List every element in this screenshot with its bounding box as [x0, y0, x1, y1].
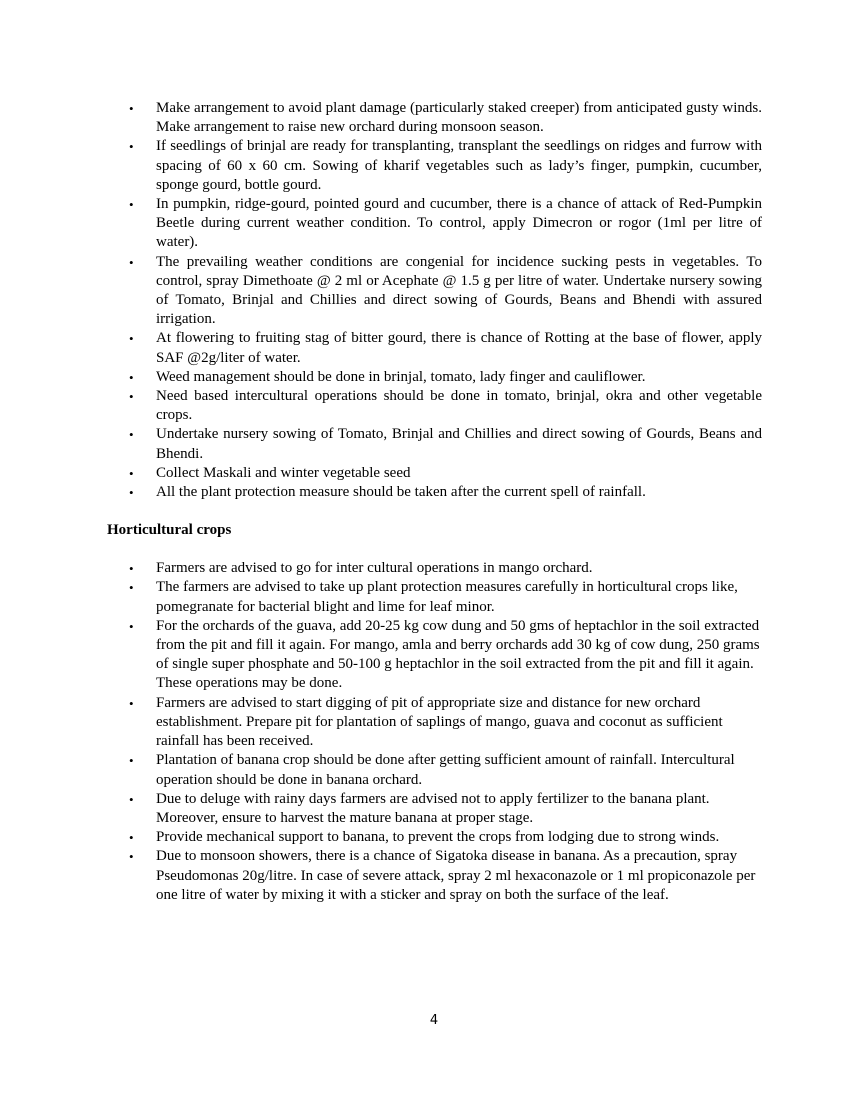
- page-content: [107, 99, 762, 905]
- list-item: • Need based intercultural operations should be done in tomato, brinjal, okra and other vegetable crops.: [107, 387, 762, 425]
- list-item: • Provide mechanical support to banana, to prevent the crops from lodging due to strong winds.: [107, 828, 762, 847]
- list-item: • If seedlings of brinjal are ready for transplanting, transplant the seedlings on ridges and furrow with spacing of 60 x 60 cm. Sowing of kharif vegetables such as lady’s finger, pumpkin, cucumber, sponge gourd, bottle gourd.: [107, 137, 762, 195]
- list-item: • Farmers are advised to go for inter cultural operations in mango orchard.: [107, 559, 762, 578]
- list-item: • The farmers are advised to take up plant protection measures carefully in horticultural crops like, pomegranate for bacterial blight and lime for leaf minor.: [107, 578, 762, 616]
- list-item: • Make arrangement to avoid plant damage (particularly staked creeper) from anticipated gusty winds. Make arrangement to raise new orchard during monsoon season.: [107, 99, 762, 137]
- list-item: • Due to deluge with rainy days farmers are advised not to apply fertilizer to the banana plant. Moreover, ensure to harvest the mature banana at proper stage.: [107, 790, 762, 828]
- page-number: 4: [429, 1013, 439, 1028]
- list-item: • In pumpkin, ridge-gourd, pointed gourd and cucumber, there is a chance of attack of Red-Pumpkin Beetle during current weather condition. To control, apply Dimecron or rogor (1ml per litre of water).: [107, 195, 762, 253]
- list-item: • Plantation of banana crop should be done after getting sufficient amount of rainfall. Intercultural operation should be done in banana orchard.: [107, 751, 762, 789]
- list-item: • Undertake nursery sowing of Tomato, Brinjal and Chillies and direct sowing of Gourds, Beans and Bhendi.: [107, 425, 762, 463]
- list-item: • The prevailing weather conditions are congenial for incidence sucking pests in vegetables. To control, spray Dimethoate @ 2 ml or Acephate @ 1.5 g per litre of water. Undertake nursery sowing of Tomato, Brinjal and Chillies and direct sowing of Gourds, Beans and Bhendi with assured irrigation.: [107, 253, 762, 330]
- list-item: • Collect Maskali and winter vegetable seed: [107, 464, 762, 483]
- section-heading-horticultural-crops: Horticultural crops: [107, 522, 232, 539]
- list-item: • At flowering to fruiting stag of bitter gourd, there is chance of Rotting at the base of flower, apply SAF @2g/liter of water.: [107, 329, 762, 367]
- vegetable-advisory-list: [107, 99, 762, 502]
- horticulture-advisory-list: [107, 559, 762, 905]
- list-item: • Weed management should be done in brinjal, tomato, lady finger and cauliflower.: [107, 368, 762, 387]
- list-item: • All the plant protection measure should be taken after the current spell of rainfall.: [107, 483, 762, 502]
- list-item: • Due to monsoon showers, there is a chance of Sigatoka disease in banana. As a precaution, spray Pseudomonas 20g/litre. In case of severe attack, spray 2 ml hexaconazole or 1 ml propiconazole per one litre of water by mixing it with a sticker and spray on both the surface of the leaf.: [107, 847, 762, 905]
- list-item: • Farmers are advised to start digging of pit of appropriate size and distance for new orchard establishment. Prepare pit for plantation of saplings of mango, guava and coconut as sufficient rainfall has been received.: [107, 694, 762, 752]
- list-item: • For the orchards of the guava, add 20-25 kg cow dung and 50 gms of heptachlor in the soil extracted from the pit and fill it again. For mango, amla and berry orchards add 30 kg of cow dung, 250 grams of single super phosphate and 50-100 g heptachlor in the soil extracted from the pit and fill it again. These operations may be done.: [107, 617, 762, 694]
